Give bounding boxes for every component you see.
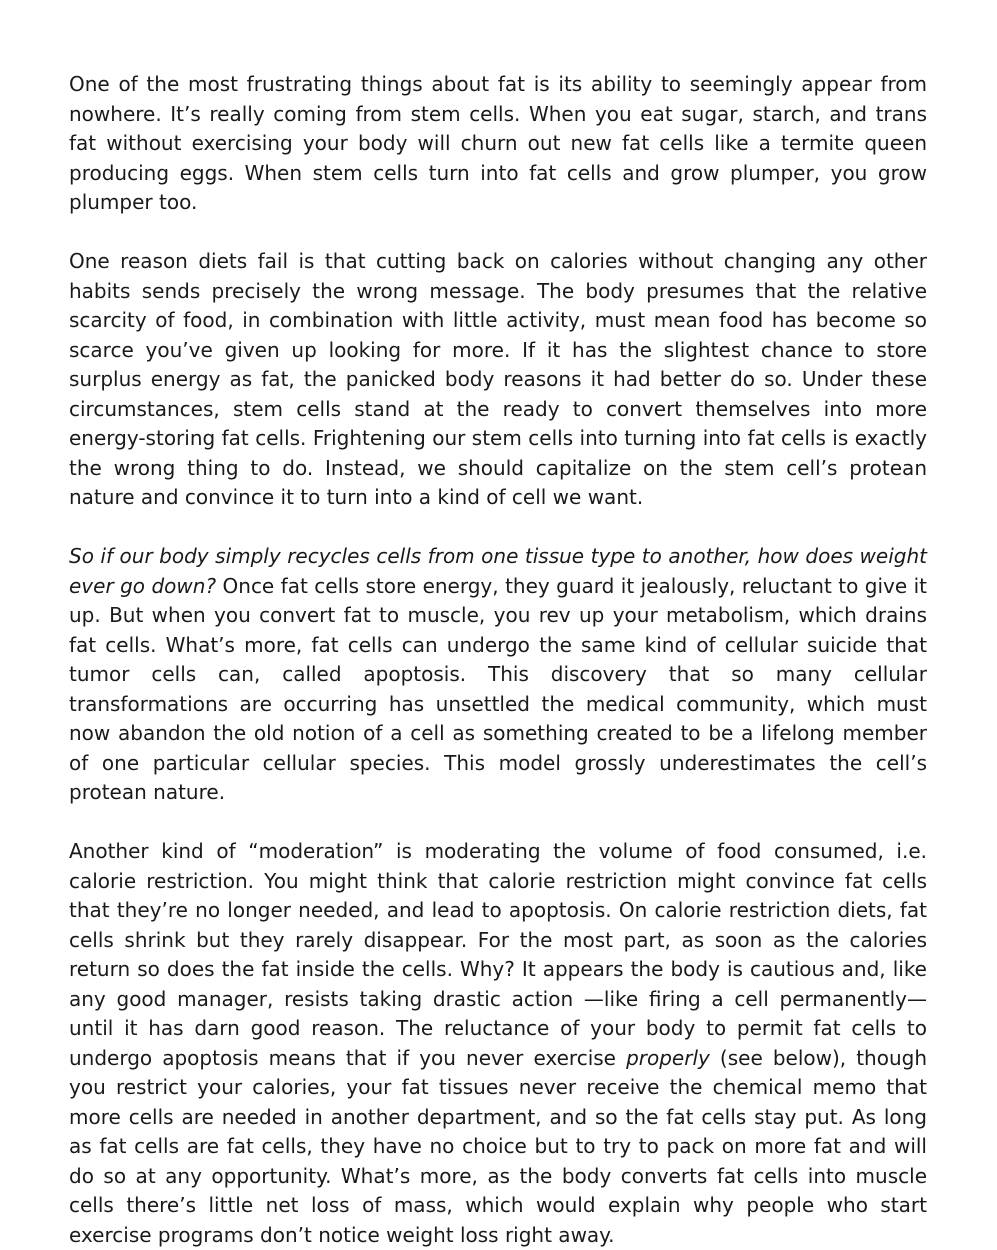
paragraph-1 [69,70,927,218]
paragraph-4-text-after: (see below), though you restrict your calories, your fat tissues never receive the chemical memo that more cells are needed in another department, and so the fat cells stay put. As long as fat cells are fat cells, they have no choice but to try to pack on more fat and will do so at any opportunity. What’s more, as the body converts fat cells into muscle cells there’s little net loss of mass, which would explain why people who start exercise programs don’t notice weight loss right away. [69,1045,927,1247]
paragraph-3 [69,542,927,808]
paragraph-1-text: One of the most frustrating things about fat is its ability to seemingly appear from nowhere. It’s really coming from stem cells. When you eat sugar, starch, and trans fat without exercising your body will churn out new fat cells like a termite queen producing eggs. When stem cells turn into fat cells and grow plumper, you grow plumper too. [69,72,927,214]
paragraph-2-text: One reason diets fail is that cutting back on calories without changing any other habits sends precisely the wrong message. The body presumes that the relative scarcity of food, in combination with little activity, must mean food has become so scarce you’ve given up looking for more. If it has the slightest chance to store surplus energy as fat, the panicked body reasons it had better do so. Under these circumstances, stem cells stand at the ready to convert themselves into more energy-storing fat cells. Frightening our stem cells into turning into fat cells is exactly the wrong thing to do. Instead, we should capitalize on the stem cell’s protean nature and convince it to turn into a kind of cell we want. [69,249,927,509]
paragraph-4-italic-word: properly [626,1045,710,1070]
paragraph-2 [69,247,927,513]
paragraph-4-text-before: Another kind of “moderation” is moderating the volume of food consumed, i.e. calorie restriction. You might think that calorie restriction might convince fat cells that they’re no longer needed, and lead to apoptosis. On calorie restriction diets, fat cells shrink but they rarely disappear. For the most part, as soon as the calories return so does the fat inside the cells. Why? It appears the body is cautious and, like any good manager, resists taking drastic action —like firing a cell permanently— until it has darn good reason. The reluctance of your body to permit fat cells to undergo apoptosis means that if you never exercise [69,839,927,1070]
paragraph-3-text: Once fat cells store energy, they guard it jealously, reluctant to give it up. But when you convert fat to muscle, you rev up your metabolism, which drains fat cells. What’s more, fat cells can undergo the same kind of cellular suicide that tumor cells can, called apoptosis. This discovery that so many cellular transformations are occurring has unsettled the medical community, which must now abandon the old notion of a cell as something created to be a lifelong member of one particular cellular species. This model grossly underestimates the cell’s protean nature. [69,573,927,804]
document-page [69,70,927,1250]
paragraph-4 [69,837,927,1250]
paragraph-3-italic-question: So if our body simply recycles cells from one tissue type to another, how does weight ever go down? [69,544,927,598]
